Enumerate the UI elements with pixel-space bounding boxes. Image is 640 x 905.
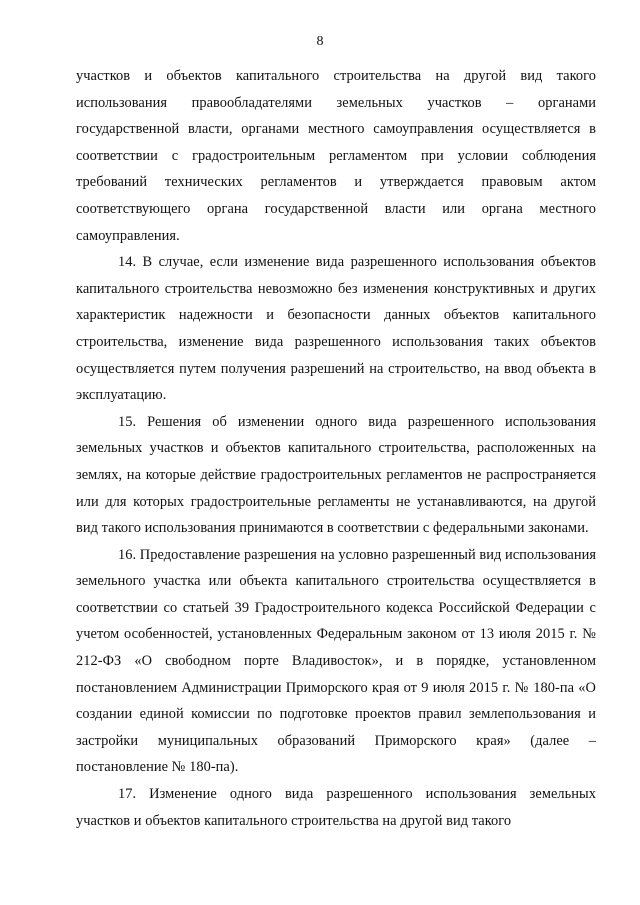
document-body xyxy=(76,63,596,834)
paragraph-15: 15. Решения об изменении одного вида разрешенного использования земельных участков и объектов капитального строительства, расположенных на землях, на которые действие градостроительных регламентов не распространяется или для которых градостроительные регламенты не устанавливаются, на другой вид такого использования принимаются в соответствии с федеральными законами. xyxy=(76,413,596,537)
paragraph-14: 14. В случае, если изменение вида разрешенного использования объектов капитального строительства невозможно без изменения конструктивных и других характеристик надежности и безопасности данных объектов капитального строительства, изменение вида разрешенного использования таких объектов осуществляется путем получения разрешений на строительство, на ввод объекта в эксплуатацию. xyxy=(76,254,596,404)
page-number: 8 xyxy=(316,34,324,49)
paragraph-16: 16. Предоставление разрешения на условно разрешенный вид использования земельного участка или объекта капитального строительства осуществляется в соответствии со статьей 39 Градостроительного кодекса Российской Федерации с учетом особенностей, установленных Федеральным законом от 13 июля 2015 г. № 212-ФЗ «О свободном порте Владивосток», и в порядке, установленном постановлением Администрации Приморского края от 9 июля 2015 г. № 180-па «О создании единой комиссии по подготовке проектов правил землепользования и застройки муниципальных образований Приморского края» (далее – постановление № 180-па). xyxy=(76,546,596,776)
paragraph-17: 17. Изменение одного вида разрешенного использования земельных участков и объектов капитального строительства на другой вид такого xyxy=(76,786,596,829)
paragraph-continuation: участков и объектов капитального строительства на другой вид такого использования правообладателями земельных участков – органами государственной власти, органами местного самоуправления осуществляется в соответствии с градостроительным регламентом при условии соблюдения требований технических регламентов и утверждается правовым актом соответствующего органа государственной власти или органа местного самоуправления. xyxy=(76,68,596,244)
